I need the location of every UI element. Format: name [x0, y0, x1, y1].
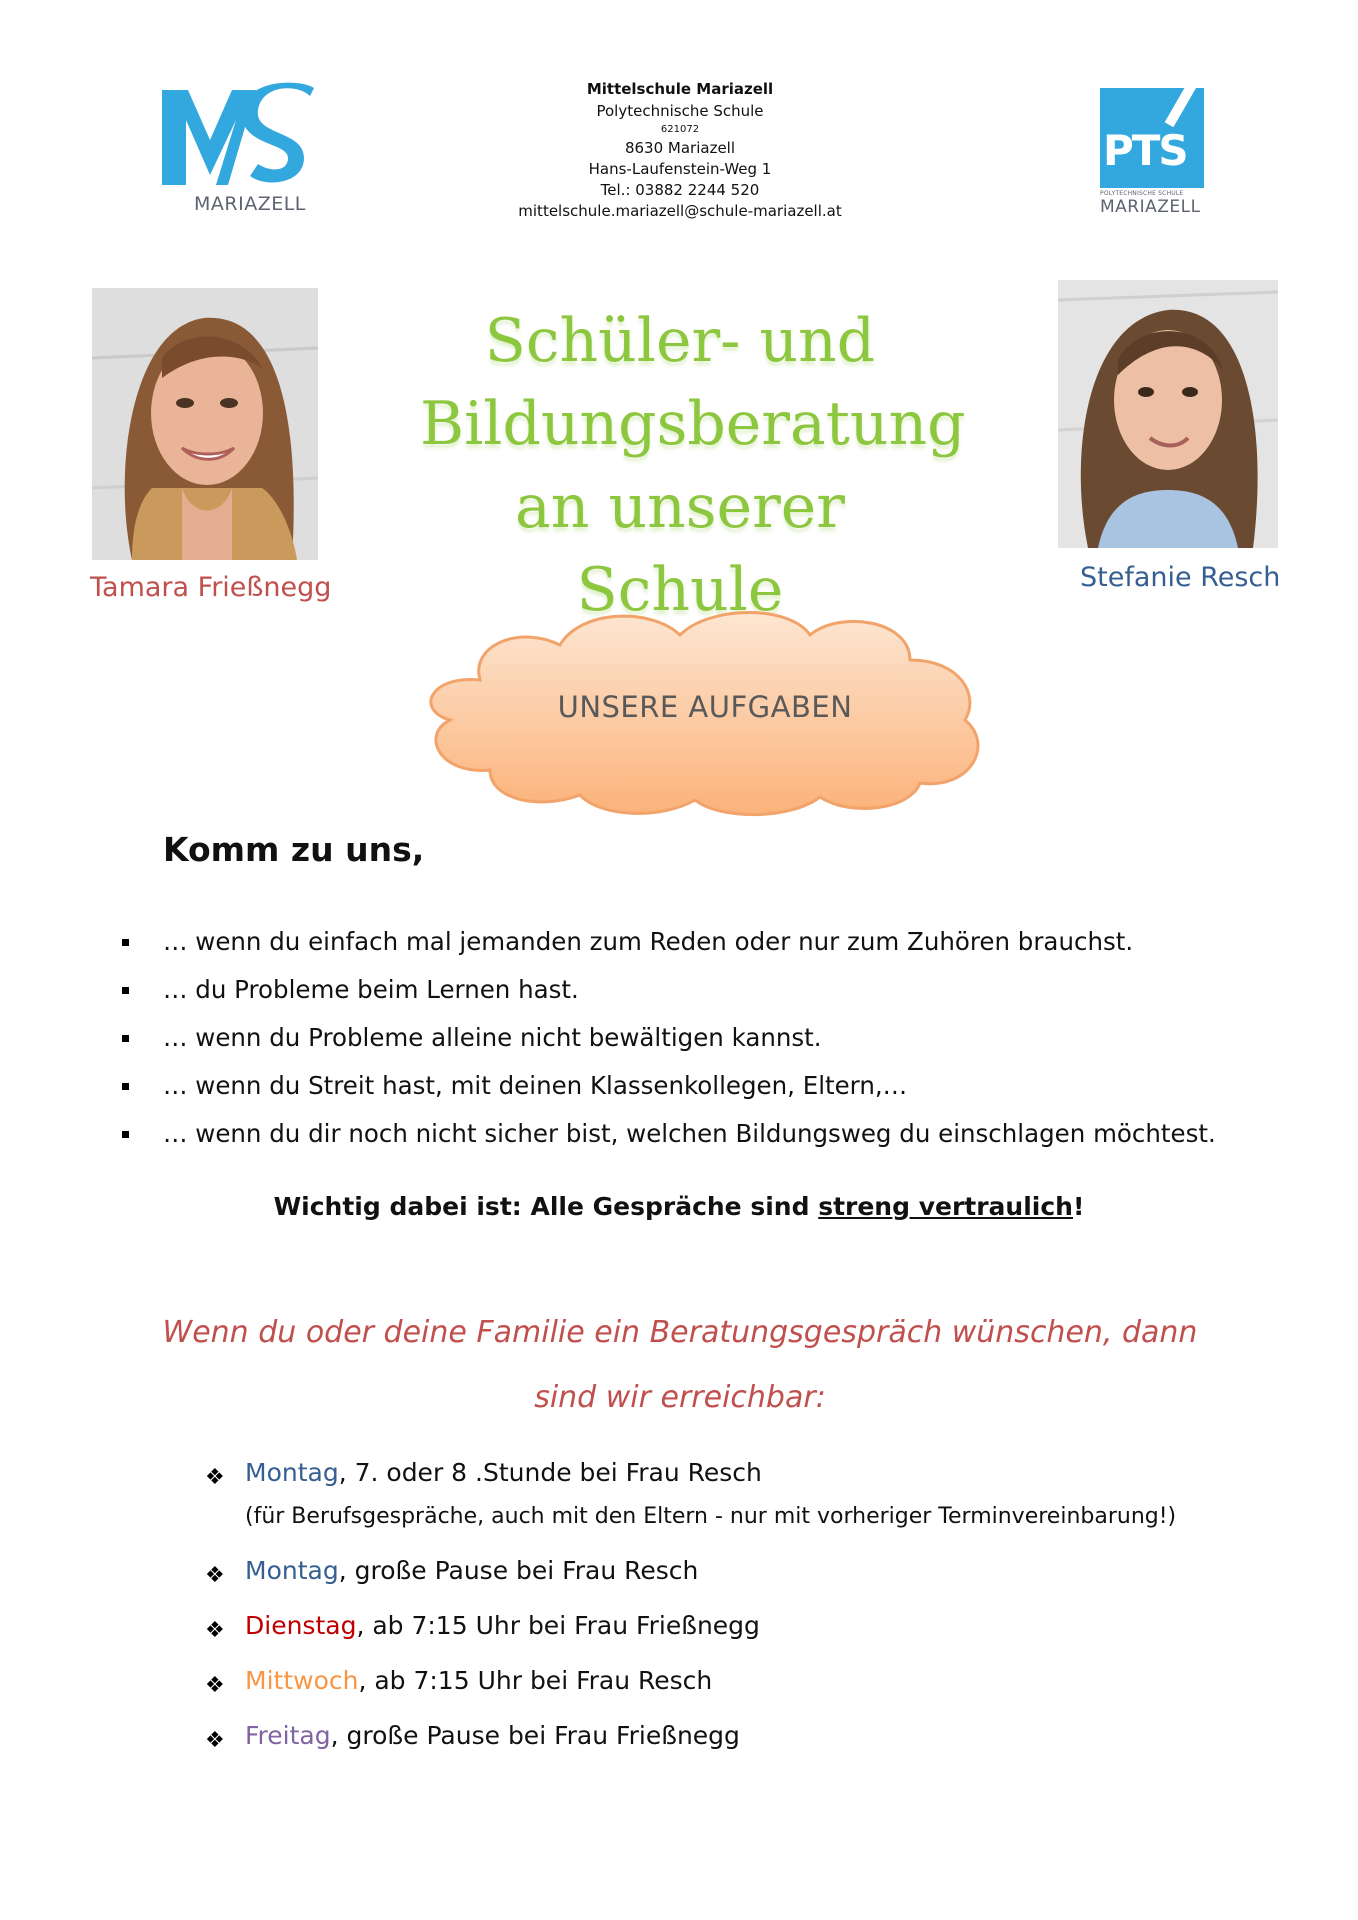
bullet-square-icon — [122, 987, 129, 994]
pts-logo-subtext: POLYTECHNISCHE SCHULE — [1100, 190, 1184, 197]
diamond-bullet-icon: ❖ — [205, 1728, 225, 1753]
schedule-item — [205, 1663, 1176, 1699]
reason-item — [120, 966, 1216, 1014]
schedule-item — [205, 1455, 1176, 1491]
diamond-bullet-icon: ❖ — [205, 1563, 225, 1588]
title-line-2: Bildungsberatung — [420, 389, 966, 459]
pts-mariazell-logo — [1100, 88, 1210, 228]
schedule-list — [205, 1455, 1176, 1754]
pts-logo-letters: PTS — [1103, 126, 1187, 175]
school-name: Mittelschule Mariazell — [586, 80, 774, 98]
schedule-detail: , 7. oder 8 .Stunde bei Frau Resch — [338, 1458, 762, 1487]
diamond-bullet-icon: ❖ — [205, 1673, 225, 1698]
availability-heading-line-2: sind wir erreichbar: — [534, 1380, 826, 1415]
school-code: 621072 — [660, 124, 700, 135]
confidentiality-prefix: Wichtig dabei ist: Alle Gespräche sind — [273, 1192, 819, 1221]
pts-logo-box — [1100, 88, 1204, 188]
reason-text: … wenn du Streit hast, mit deinen Klassenkollegen, Eltern,… — [163, 1071, 908, 1100]
portrait-right-image — [1058, 280, 1278, 548]
ms-logo-text: MARIAZELL — [194, 193, 306, 215]
bullet-square-icon — [122, 1035, 129, 1042]
pts-slash-icon — [1165, 88, 1198, 127]
schedule-day: Montag — [245, 1556, 339, 1585]
school-type: Polytechnische Schule — [596, 102, 764, 120]
schedule-detail: , große Pause bei Frau Resch — [338, 1556, 699, 1585]
ms-mariazell-logo — [158, 80, 318, 220]
reason-item — [120, 1110, 1216, 1158]
school-email[interactable]: mittelschule.mariazell@schule-mariazell.at — [518, 202, 842, 220]
reason-text: … du Probleme beim Lernen hast. — [163, 975, 579, 1004]
schedule-item — [205, 1718, 1176, 1754]
schedule-item — [205, 1553, 1176, 1589]
photo-tamara — [92, 288, 318, 560]
reason-item — [120, 918, 1216, 966]
confidentiality-suffix: ! — [1073, 1192, 1085, 1221]
schedule-day: Freitag — [245, 1721, 331, 1750]
page-title — [420, 300, 966, 632]
ms-logo-graphic — [158, 80, 318, 200]
schedule-detail: , große Pause bei Frau Frießnegg — [330, 1721, 740, 1750]
schedule-day: Mittwoch — [245, 1666, 359, 1695]
pts-logo-name: MARIAZELL — [1100, 197, 1201, 217]
schedule-detail: , ab 7:15 Uhr bei Frau Frießnegg — [356, 1611, 760, 1640]
availability-heading — [100, 1300, 1260, 1430]
reason-text: … wenn du dir noch nicht sicher bist, welchen Bildungsweg du einschlagen möchtest. — [163, 1119, 1216, 1148]
reason-item — [120, 1014, 1216, 1062]
confidentiality-emphasis: streng vertraulich — [818, 1192, 1073, 1221]
portrait-left-image — [92, 288, 318, 560]
intro-heading: Komm zu uns, — [163, 830, 425, 869]
school-street: Hans-Laufenstein-Weg 1 — [588, 160, 772, 178]
bullet-square-icon — [122, 939, 129, 946]
schedule-day: Dienstag — [245, 1611, 357, 1640]
schedule-note: (für Berufsgespräche, auch mit den Eltern - nur mit vorheriger Terminvereinbarung!) — [245, 1504, 1177, 1529]
reason-text: … wenn du einfach mal jemanden zum Reden oder nur zum Zuhören brauchst. — [163, 927, 1134, 956]
reason-item — [120, 1062, 1216, 1110]
school-city: 8630 Mariazell — [624, 139, 736, 157]
title-line-1: Schüler- und — [484, 306, 876, 376]
bullet-square-icon — [122, 1131, 129, 1138]
confidentiality-note — [0, 1192, 1358, 1221]
photo-stefanie — [1058, 280, 1278, 548]
counselor-name-left: Tamara Frießnegg — [90, 572, 332, 603]
school-address-block — [470, 82, 890, 225]
bullet-square-icon — [122, 1083, 129, 1090]
diamond-bullet-icon: ❖ — [205, 1465, 225, 1490]
diamond-bullet-icon: ❖ — [205, 1618, 225, 1643]
schedule-day: Montag — [245, 1458, 339, 1487]
title-line-3: an unserer Schule — [515, 472, 845, 625]
schedule-item — [205, 1608, 1176, 1644]
reasons-list — [120, 918, 1216, 1158]
school-phone: Tel.: 03882 2244 520 — [600, 181, 760, 199]
availability-heading-line-1: Wenn du oder deine Familie ein Beratungsgespräch wünschen, dann — [162, 1315, 1198, 1350]
cloud-label: UNSERE AUFGABEN — [557, 690, 853, 724]
counselor-name-right: Stefanie Resch — [1080, 562, 1281, 593]
reason-text: … wenn du Probleme alleine nicht bewältigen kannst. — [163, 1023, 822, 1052]
schedule-detail: , ab 7:15 Uhr bei Frau Resch — [358, 1666, 713, 1695]
